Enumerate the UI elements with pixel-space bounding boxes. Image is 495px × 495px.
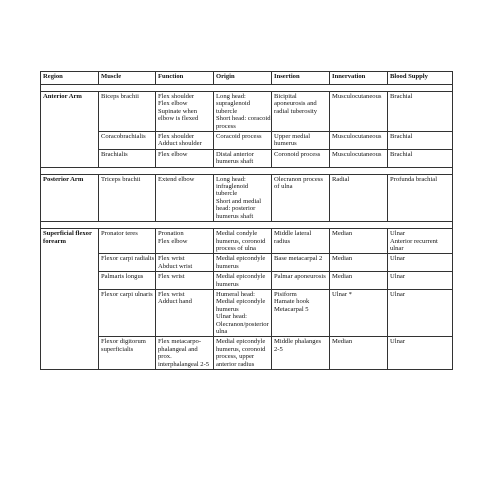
cell-line: humerus shaft [216, 158, 254, 166]
cell-line: aponeurosis and [274, 100, 317, 108]
cell-line: humerus [216, 262, 239, 270]
cell-line: Bicipital [274, 93, 297, 100]
innervation-cell [330, 289, 388, 336]
cell-line: Ulnar * [332, 290, 352, 298]
cell-line: Ulnar [390, 230, 406, 238]
table-row [41, 229, 453, 254]
cell-line: ulnar [390, 244, 404, 252]
cell-line: humerus, coronoid [216, 237, 266, 245]
origin-cell [214, 174, 272, 221]
cell-line: Distal anterior [216, 150, 254, 158]
cell-line: elbow is flexed [158, 115, 199, 123]
cell-line: Base metacarpal 2 [274, 255, 323, 263]
cell-line: Medial epicondyle [216, 255, 266, 263]
cell-line: Adduct shoulder [158, 140, 202, 148]
innervation-cell [330, 272, 388, 290]
origin-cell [214, 272, 272, 290]
table-row [41, 92, 453, 132]
blood-supply-cell [388, 229, 453, 254]
cell-line: Olecranon process [274, 175, 323, 183]
blood-supply-cell [388, 92, 453, 132]
cell-line: Supinate when [158, 107, 198, 115]
table-body [41, 85, 453, 370]
innervation-cell [330, 174, 388, 221]
spacer-cell [41, 167, 453, 174]
cell-line: Palmaris longus [101, 273, 144, 281]
cell-line: phalangeal and [158, 345, 198, 353]
cell-line: of ulna [274, 183, 293, 191]
cell-line: superficialis [101, 345, 134, 353]
cell-line: Radial [332, 175, 350, 183]
function-cell [156, 254, 214, 272]
table-row [41, 254, 453, 272]
cell-line: humerus shaft [216, 212, 254, 220]
cell-line: Brachial [390, 150, 413, 158]
cell-line: Medial epicondyle [216, 338, 266, 346]
blood-supply-cell [388, 272, 453, 290]
muscle-cell [99, 92, 156, 132]
cell-line: Musculocutaneous [332, 133, 382, 141]
function-cell [156, 229, 214, 254]
blood-supply-cell [388, 149, 453, 167]
origin-cell [214, 254, 272, 272]
cell-line: humerus [216, 280, 239, 288]
function-cell [156, 174, 214, 221]
cell-line: process, upper [216, 353, 255, 361]
cell-line: infraglenoid [216, 183, 249, 191]
cell-line: Pisiform [274, 290, 297, 298]
cell-line: humerus, coronoid [216, 345, 266, 353]
cell-line: Olecranon/posterior [216, 320, 269, 328]
table-row [41, 149, 453, 167]
cell-line: ulna [216, 327, 228, 335]
origin-cell [214, 229, 272, 254]
cell-line: Humeral head: [216, 290, 255, 298]
insertion-cell [272, 229, 330, 254]
column-header: Insertion [272, 72, 330, 85]
muscle-cell [99, 174, 156, 221]
function-cell [156, 337, 214, 370]
muscle-cell [99, 229, 156, 254]
column-header: Muscle [99, 72, 156, 85]
cell-line: Adduct hand [158, 298, 192, 306]
cell-line: Flex elbow [158, 150, 188, 158]
innervation-cell [330, 132, 388, 150]
muscle-cell [99, 132, 156, 150]
origin-cell [214, 337, 272, 370]
cell-line: Musculocutaneous [332, 150, 382, 158]
cell-line: Median [332, 338, 353, 346]
spacer-cell [41, 85, 453, 92]
cell-line: Biceps brachii [101, 93, 139, 100]
cell-line: Ulnar [390, 255, 406, 263]
insertion-cell [272, 289, 330, 336]
function-cell [156, 92, 214, 132]
blood-supply-cell [388, 289, 453, 336]
cell-line: Flex shoulder [158, 133, 195, 141]
column-header: Function [156, 72, 214, 85]
cell-line: Brachialis [101, 150, 128, 158]
insertion-cell [272, 254, 330, 272]
cell-line: radial tuberosity [274, 107, 318, 115]
cell-line: Flex elbow [158, 237, 188, 245]
origin-cell [214, 149, 272, 167]
insertion-cell [272, 92, 330, 132]
cell-line: Coracobrachialis [101, 133, 146, 141]
cell-line: Brachial [390, 93, 413, 100]
cell-line: Extend elbow [158, 175, 195, 183]
cell-line: Brachial [390, 133, 413, 141]
cell-line: 2-5 [274, 345, 283, 353]
cell-line: Coracoid process [216, 133, 262, 141]
blood-supply-cell [388, 174, 453, 221]
cell-line: Hamate hook [274, 298, 310, 306]
muscle-cell [99, 289, 156, 336]
cell-line: Pronation [158, 230, 184, 238]
cell-line: anterior radius [216, 360, 255, 368]
table-row [41, 337, 453, 370]
cell-line: Ulnar [390, 290, 406, 298]
innervation-cell [330, 337, 388, 370]
section-spacer [41, 167, 453, 174]
cell-line: Pronator teres [101, 230, 138, 238]
cell-line: Palmar aponeurosis [274, 273, 326, 281]
cell-line: head: posterior [216, 205, 256, 213]
cell-line: humerus [216, 305, 239, 313]
muscle-cell [99, 272, 156, 290]
cell-line: tubercle [216, 107, 238, 115]
cell-line: Profunda brachial [390, 175, 438, 183]
cell-line: Upper medial [274, 133, 311, 141]
cell-line: Ulnar head: [216, 313, 247, 321]
cell-line: Medial epicondyle [216, 298, 266, 306]
cell-line: Ulnar [390, 273, 406, 281]
blood-supply-cell [388, 132, 453, 150]
cell-line: Coronoid process [274, 150, 321, 158]
cell-line: Flexor digitorum [101, 338, 146, 346]
muscle-reference-document [40, 71, 452, 370]
muscle-cell [99, 149, 156, 167]
cell-line: process of ulna [216, 244, 256, 252]
cell-line: Median [332, 255, 353, 263]
cell-line: Medial epicondyle [216, 273, 266, 281]
muscle-cell [99, 337, 156, 370]
blood-supply-cell [388, 337, 453, 370]
cell-line: Medial condyle [216, 230, 258, 238]
cell-line: supraglenoid [216, 100, 251, 108]
cell-line: Flex elbow [158, 100, 188, 108]
cell-line: process [216, 122, 236, 130]
insertion-cell [272, 337, 330, 370]
cell-line: prox. [158, 353, 172, 361]
insertion-cell [272, 272, 330, 290]
muscle-cell [99, 254, 156, 272]
cell-line: Musculocutaneous [332, 93, 382, 100]
column-header: Origin [214, 72, 272, 85]
cell-line: interphalangeal 2-5 [158, 360, 210, 368]
cell-line: Flex wrist [158, 290, 185, 298]
innervation-cell [330, 254, 388, 272]
cell-line: humerus [274, 140, 297, 148]
table-row [41, 272, 453, 290]
function-cell [156, 149, 214, 167]
function-cell [156, 289, 214, 336]
header-row [41, 72, 453, 85]
cell-line: Triceps brachii [101, 175, 141, 183]
section-spacer [41, 85, 453, 92]
cell-line: Middle lateral [274, 230, 312, 238]
cell-line: Ulnar [390, 338, 406, 346]
innervation-cell [330, 149, 388, 167]
cell-line: Anterior recurrent [390, 237, 438, 245]
cell-line: Long head: [216, 93, 246, 100]
section-spacer [41, 222, 453, 229]
cell-line: Long head: [216, 175, 246, 183]
cell-line: Flex wrist [158, 273, 185, 281]
insertion-cell [272, 132, 330, 150]
origin-cell [214, 289, 272, 336]
cell-line: Flexor carpi radialis [101, 255, 155, 263]
cell-line: Median [332, 273, 353, 281]
column-header: Blood Supply [388, 72, 453, 85]
cell-line: Flex shoulder [158, 93, 195, 100]
cell-line: Flex metacarpo- [158, 338, 202, 346]
cell-line: radius [274, 237, 291, 245]
innervation-cell [330, 92, 388, 132]
blood-supply-cell [388, 254, 453, 272]
muscle-table [40, 71, 453, 370]
function-cell [156, 132, 214, 150]
region-cell: Posterior Arm [41, 174, 99, 221]
region-cell: Anterior Arm [41, 92, 99, 168]
cell-line: tubercle [216, 190, 238, 198]
cell-line: Flex wrist [158, 255, 185, 263]
cell-line: Median [332, 230, 353, 238]
function-cell [156, 272, 214, 290]
table-row [41, 174, 453, 221]
origin-cell [214, 132, 272, 150]
column-header: Region [41, 72, 99, 85]
table-row [41, 132, 453, 150]
cell-line: Abduct wrist [158, 262, 193, 270]
spacer-cell [41, 222, 453, 229]
innervation-cell [330, 229, 388, 254]
cell-line: Flexor carpi ulnaris [101, 290, 153, 298]
cell-line: Middle phalanges [274, 338, 322, 346]
origin-cell [214, 92, 272, 132]
insertion-cell [272, 174, 330, 221]
insertion-cell [272, 149, 330, 167]
column-header: Innervation [330, 72, 388, 85]
cell-line: Metacarpal 5 [274, 305, 309, 313]
cell-line: Short head: coracoid [216, 115, 271, 123]
cell-line: Short and medial [216, 197, 262, 205]
region-cell: Superficial flexor forearm [41, 229, 99, 370]
table-row [41, 289, 453, 336]
